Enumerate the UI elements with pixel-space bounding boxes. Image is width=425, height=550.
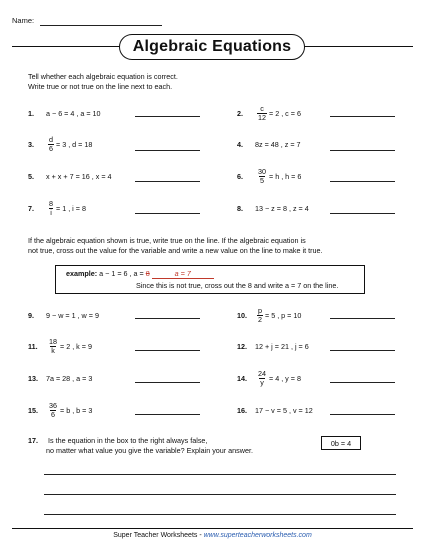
instruction-line: not true, cross out the value for the variable and write a new value on the line to make it true. <box>28 245 323 255</box>
answer-line-11[interactable] <box>135 350 200 351</box>
equation-box: 0b = 4 <box>321 436 361 450</box>
instruction-line: Write true or not true on the line next to each. <box>28 81 173 91</box>
question-number: 2. <box>237 108 243 118</box>
equation: 17 − v = 5 , v = 12 <box>255 405 313 415</box>
answer-line-10[interactable] <box>330 318 395 319</box>
question-number: 12. <box>237 341 247 351</box>
equation-rest: = 1 , i = 8 <box>56 203 86 213</box>
example-answer: a = 7 <box>152 269 214 279</box>
question-14 <box>237 368 301 388</box>
answer-line-8[interactable] <box>330 213 395 214</box>
question-number: 7. <box>28 203 34 213</box>
equation: x + x + 7 = 16 , x = 4 <box>46 171 112 181</box>
example-row <box>66 269 214 279</box>
instructions-2 <box>28 236 408 255</box>
answer-line-5[interactable] <box>135 181 200 182</box>
fraction <box>257 105 267 122</box>
question-number: 8. <box>237 203 243 213</box>
name-label: Name: <box>12 16 35 25</box>
instructions-1 <box>28 72 178 91</box>
footer-brand: Super Teacher Worksheets - <box>113 532 204 539</box>
footer-rule <box>12 528 413 529</box>
numerator: 18 <box>49 336 57 346</box>
equation-rest: = h , h = 6 <box>269 171 302 181</box>
fraction <box>48 200 54 217</box>
question-5 <box>28 166 112 186</box>
question-8 <box>237 198 309 218</box>
question-number: 10. <box>237 310 247 320</box>
answer-line-9[interactable] <box>135 318 200 319</box>
example-label: example: <box>66 269 98 278</box>
denominator: 6 <box>51 409 55 419</box>
question-17 <box>28 436 253 455</box>
equation: 12 + j = 21 , j = 6 <box>255 341 309 351</box>
example-note: Since this is not true, cross out the 8 and write a = 7 on the line. <box>136 281 339 290</box>
equation-rest: = b , b = 3 <box>60 405 93 415</box>
answer-line-2[interactable] <box>330 116 395 117</box>
question-13 <box>28 368 92 388</box>
answer-line-7[interactable] <box>135 213 200 214</box>
name-line[interactable] <box>40 25 162 26</box>
equation <box>255 168 301 185</box>
answer-line-15[interactable] <box>135 414 200 415</box>
question-number: 15. <box>28 405 38 415</box>
denominator: i <box>50 207 52 217</box>
question-number: 16. <box>237 405 247 415</box>
denominator: 2 <box>258 314 262 324</box>
example-equation: a − 1 = 6 , a = <box>99 269 144 278</box>
denominator: 6 <box>49 143 53 153</box>
writing-line-2[interactable] <box>44 494 396 495</box>
question-15 <box>28 400 92 420</box>
question-7 <box>28 198 86 218</box>
writing-line-1[interactable] <box>44 474 396 475</box>
fraction <box>48 338 58 355</box>
answer-line-12[interactable] <box>330 350 395 351</box>
question-2 <box>237 103 301 123</box>
numerator: 36 <box>49 400 57 410</box>
numerator: p <box>258 305 262 315</box>
equation: a − 6 = 4 , a = 10 <box>46 108 101 118</box>
equation: 9 − w = 1 , w = 9 <box>46 310 99 320</box>
equation-rest: = 2 , c = 6 <box>269 108 301 118</box>
numerator: d <box>49 134 53 144</box>
question-6 <box>237 166 301 186</box>
question-12 <box>237 336 309 356</box>
question-number: 3. <box>28 139 34 149</box>
page-title: Algebraic Equations <box>119 34 305 60</box>
equation-rest: = 4 , y = 8 <box>269 373 301 383</box>
equation-rest: = 5 , p = 10 <box>265 310 302 320</box>
answer-line-13[interactable] <box>135 382 200 383</box>
question-number: 4. <box>237 139 243 149</box>
fraction <box>48 402 58 419</box>
answer-line-3[interactable] <box>135 150 200 151</box>
denominator: k <box>51 345 55 355</box>
numerator: 24 <box>258 368 266 378</box>
question-number: 13. <box>28 373 38 383</box>
fraction <box>257 168 267 185</box>
question-4 <box>237 134 301 154</box>
equation-rest: = 2 , k = 9 <box>60 341 92 351</box>
question-16 <box>237 400 313 420</box>
answer-line-14[interactable] <box>330 382 395 383</box>
equation <box>255 307 301 324</box>
question-10 <box>237 305 301 325</box>
struck-value: 8 <box>145 269 150 278</box>
equation <box>46 136 92 153</box>
answer-line-1[interactable] <box>135 116 200 117</box>
equation <box>46 200 86 217</box>
fraction <box>257 370 267 387</box>
fraction <box>257 307 263 324</box>
question-3 <box>28 134 92 154</box>
answer-line-4[interactable] <box>330 150 395 151</box>
question-number: 6. <box>237 171 243 181</box>
instruction-line: If the algebraic equation shown is true, write true on the line. If the algebraic equation is <box>28 236 306 245</box>
equation: 8z = 48 , z = 7 <box>255 139 301 149</box>
question-number: 5. <box>28 171 34 181</box>
equation: 13 − z = 8 , z = 4 <box>255 203 309 213</box>
example-box <box>55 265 365 294</box>
equation <box>46 338 92 355</box>
equation-rest: = 3 , d = 18 <box>56 139 93 149</box>
answer-line-6[interactable] <box>330 181 395 182</box>
numerator: 30 <box>258 166 266 176</box>
question-number: 14. <box>237 373 247 383</box>
denominator: 5 <box>260 175 264 185</box>
equation <box>46 402 92 419</box>
equation <box>255 105 301 122</box>
question-9 <box>28 305 99 325</box>
question-number: 11. <box>28 341 38 351</box>
question-number: 1. <box>28 108 34 118</box>
fraction <box>48 136 54 153</box>
numerator: 8 <box>49 198 53 208</box>
question-11 <box>28 336 92 356</box>
denominator: y <box>260 377 264 387</box>
question-text: Is the equation in the box to the right always false, <box>48 436 208 445</box>
equation <box>255 370 301 387</box>
answer-line-16[interactable] <box>330 414 395 415</box>
footer <box>0 532 425 539</box>
numerator: c <box>260 103 264 113</box>
instruction-line: Tell whether each algebraic equation is correct. <box>28 72 178 81</box>
name-field <box>12 16 34 25</box>
denominator: 12 <box>258 112 266 122</box>
writing-line-3[interactable] <box>44 514 396 515</box>
equation: 7a = 28 , a = 3 <box>46 373 93 383</box>
question-text: no matter what value you give the variable? Explain your answer. <box>46 445 253 455</box>
question-number: 17. <box>28 436 38 445</box>
question-1 <box>28 103 101 123</box>
question-number: 9. <box>28 310 34 320</box>
footer-link[interactable]: www.superteacherworksheets.com <box>203 532 312 539</box>
